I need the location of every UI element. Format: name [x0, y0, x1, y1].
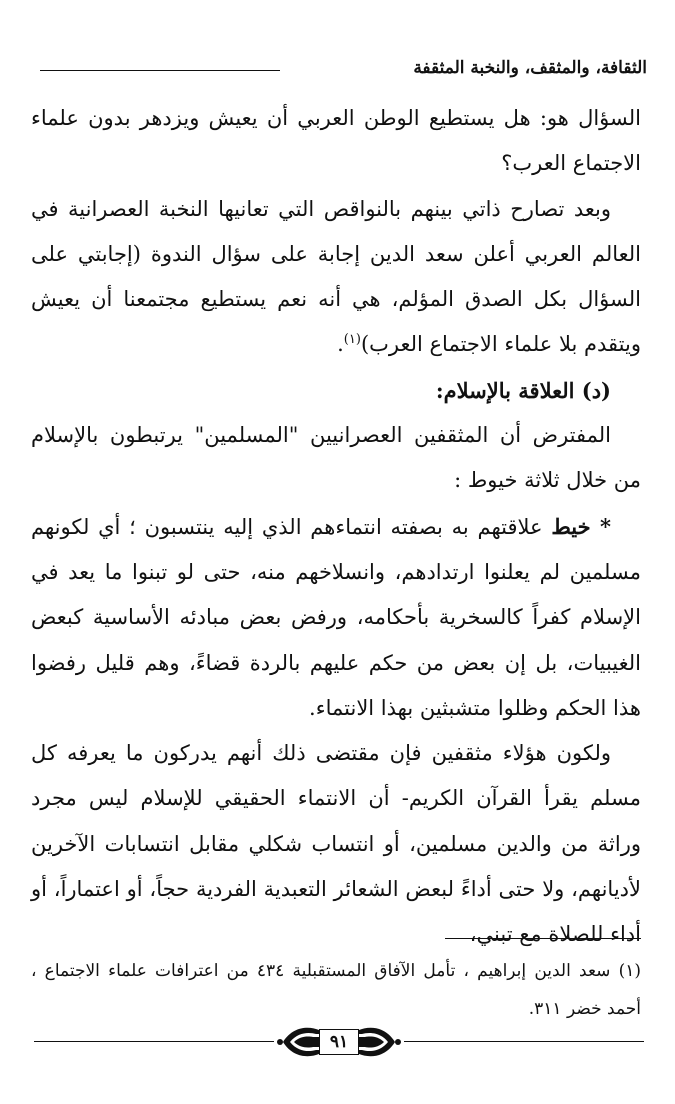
- paragraph-answer-end: .: [337, 332, 344, 357]
- header-rule: [40, 70, 280, 71]
- running-header: [40, 58, 647, 82]
- paragraph-answer: [31, 187, 641, 368]
- section-heading: (د) العلاقة بالإسلام:: [435, 377, 611, 403]
- footnote: (١) سعد الدين إبراهيم ، تأمل الآفاق المستقبلية ٤٣٤ من اعترافات علماء الاجتماع ، أحمد خضر ٣١١.: [31, 961, 641, 1019]
- page-body: [31, 96, 641, 958]
- paragraph-answer-text: وبعد تصارح ذاتي بينهم بالنواقص التي تعانيها النخبة العصرانية في العالم العربي أعلن سعد الدين إجابة على سؤال الندوة (إجابتي على السؤال بكل الصدق المؤلم، هي أنه نعم يستطيع مجتمعنا أن يعيش ويتقدم بلا علماء الاجتماع العرب): [31, 196, 641, 357]
- footnote-rule: [445, 938, 641, 939]
- running-header-title: الثقافة، والمثقف، والنخبة المثقفة: [413, 58, 647, 78]
- paragraph-first-thread: [31, 504, 641, 731]
- paragraph-question: السؤال هو: هل يستطيع الوطن العربي أن يعيش ويزدهر بدون علماء الاجتماع العرب؟: [31, 106, 641, 176]
- page-footer: [34, 1022, 644, 1062]
- paragraph-threads: المفترض أن المثقفين العصرانيين "المسلمين" يرتبطون بالإسلام من خلال ثلاثة خيوط :: [31, 423, 641, 493]
- paragraph-belonging: ولكون هؤلاء مثقفين فإن مقتضى ذلك أنهم يدركون ما يعرفه كل مسلم يقرأ القرآن الكريم- أن الانتماء الحقيقي للإسلام ليس مجرد وراثة من والدين مسلمين، أو انتساب شكلي مقابل انتسابات الآخرين لأديانهم، ولا حتى أداءً لبعض الشعائر التعبدية الفردية حجاً، أو اعتماراً، أو أداء للصلاة مع تبني،: [31, 741, 641, 947]
- footer-rule-left: [34, 1041, 274, 1042]
- footnote-reference: (١): [343, 332, 361, 348]
- bullet-lead: * خيط: [551, 513, 611, 539]
- paragraph-first-thread-text: علاقتهم به بصفته انتماءهم الذي إليه ينتسبون ؛ أي لكونهم مسلمين لم يعلنوا ارتدادهم، وانسلاخهم منه، حتى لو تبنوا ما يعد في الإسلام كفراً كالسخرية بأحكامه، ورفض بعض مبادئه الأساسية كبعض الغيبيات، بل إن بعض من حكم عليهم بالردة قضاءً، وهم قليل رفضوا هذا الحكم وظلوا متشبثين بهذا الانتماء.: [31, 514, 641, 720]
- page-number: ٩١: [319, 1029, 359, 1055]
- footer-rule-right: [404, 1041, 644, 1042]
